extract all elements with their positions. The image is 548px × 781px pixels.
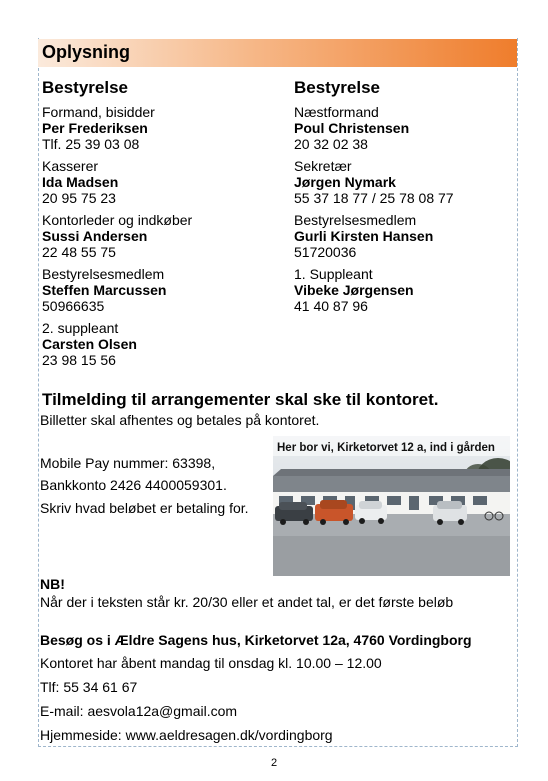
section-title: Oplysning (42, 42, 131, 62)
member-role: Formand, bisidder (42, 104, 155, 120)
contact-website[interactable]: Hjemmeside: www.aeldresagen.dk/vordingborg (40, 727, 333, 743)
bank-account-text: Bankkonto 2426 4400059301. (40, 477, 227, 493)
member-phone: 23 98 15 56 (42, 352, 116, 368)
board-member (42, 212, 282, 260)
mobile-pay-text: Mobile Pay nummer: 63398, (40, 455, 216, 471)
member-role: Kasserer (42, 158, 99, 174)
board-column-right (294, 78, 534, 320)
member-phone: 41 40 87 96 (294, 298, 368, 314)
member-role: 2. suppleant (42, 320, 119, 336)
board-member (42, 104, 282, 152)
member-name: Sussi Andersen (42, 228, 148, 244)
member-phone: 50966635 (42, 298, 105, 314)
member-name: Vibeke Jørgensen (294, 282, 414, 298)
building-photo-image (273, 436, 510, 576)
contact-phone: Tlf: 55 34 61 67 (40, 679, 138, 695)
member-name: Per Frederiksen (42, 120, 148, 136)
member-role: Bestyrelsesmedlem (294, 212, 417, 228)
photo-caption: Her bor vi, Kirketorvet 12 a, ind i gården (277, 442, 495, 454)
registration-subtext: Billetter skal afhentes og betales på kontoret. (40, 412, 320, 428)
member-role: Næstformand (294, 104, 379, 120)
member-phone: 22 48 55 75 (42, 244, 116, 260)
member-name: Carsten Olsen (42, 336, 137, 352)
member-role: 1. Suppleant (294, 266, 373, 282)
member-phone: 51720036 (294, 244, 357, 260)
board-member (42, 266, 282, 314)
member-name: Jørgen Nymark (294, 174, 396, 190)
payment-instruction: Skriv hvad beløbet er betaling for. (40, 500, 249, 516)
registration-heading: Tilmelding til arrangementer skal ske til kontoret. (42, 390, 439, 409)
office-hours: Kontoret har åbent mandag til onsdag kl. 10.00 – 12.00 (40, 655, 382, 671)
building-photo (273, 436, 510, 576)
board-member (42, 320, 282, 368)
nb-text: Når der i teksten står kr. 20/30 eller et andet tal, er det første beløb (40, 594, 454, 610)
member-name: Poul Christensen (294, 120, 410, 136)
member-name: Gurli Kirsten Hansen (294, 228, 434, 244)
board-member (294, 104, 534, 152)
member-role: Sekretær (294, 158, 352, 174)
member-name: Steffen Marcussen (42, 282, 167, 298)
board-member (42, 158, 282, 206)
board-column-left (42, 78, 282, 374)
board-member (294, 158, 534, 206)
section-header-bar (38, 39, 517, 67)
board-member (294, 266, 534, 314)
contact-email[interactable]: E-mail: aesvola12a@gmail.com (40, 703, 238, 719)
member-name: Ida Madsen (42, 174, 119, 190)
page-number: 2 (270, 757, 278, 769)
contact-heading: Besøg os i Ældre Sagens hus, Kirketorvet 12a, 4760 Vordingborg (40, 632, 472, 648)
board-title-left: Bestyrelse (42, 78, 129, 97)
member-role: Bestyrelsesmedlem (42, 266, 165, 282)
board-title-right: Bestyrelse (294, 78, 381, 97)
member-role: Kontorleder og indkøber (42, 212, 193, 228)
member-phone: 55 37 18 77 / 25 78 08 77 (294, 190, 454, 206)
member-phone: 20 95 75 23 (42, 190, 116, 206)
member-phone: Tlf. 25 39 03 08 (42, 136, 140, 152)
board-member (294, 212, 534, 260)
member-phone: 20 32 02 38 (294, 136, 368, 152)
nb-label: NB! (40, 576, 65, 592)
